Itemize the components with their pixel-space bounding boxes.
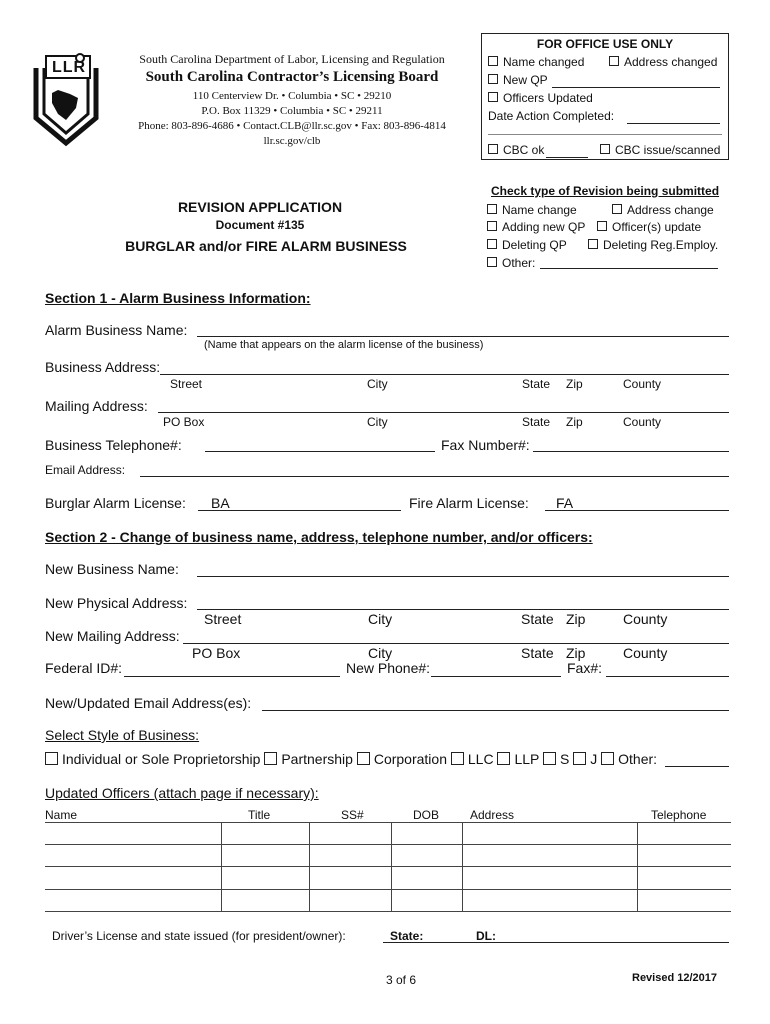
style-s[interactable] [543, 751, 569, 767]
new-physical-address-field[interactable] [197, 609, 729, 610]
checkbox-icon [573, 752, 586, 765]
rev-adding-qp-label: Adding new QP [502, 220, 586, 234]
style-j[interactable] [573, 751, 597, 767]
style-sole-prop-label: Individual or Sole Proprietorship [62, 751, 261, 767]
rev-name-change[interactable] [487, 203, 577, 217]
office-use-title: FOR OFFICE USE ONLY [536, 37, 674, 51]
rev-officers-update-label: Officer(s) update [612, 220, 702, 234]
new-physical-city: City [368, 611, 393, 627]
llr-logo [28, 48, 108, 148]
style-partnership[interactable] [264, 751, 353, 767]
style-llp-label: LLP [514, 751, 540, 767]
mailing-address-field[interactable] [158, 412, 729, 413]
col-telephone: Telephone [651, 808, 707, 822]
office-divider [488, 134, 722, 135]
col-ss: SS# [341, 808, 364, 822]
rev-deleting-reg[interactable] [588, 238, 718, 252]
office-date-line [627, 123, 720, 124]
dl-state-label: State: [390, 929, 424, 943]
checkbox-icon [451, 752, 464, 765]
document-number: Document #135 [215, 218, 305, 232]
business-telephone-field[interactable] [205, 451, 435, 452]
table-row[interactable] [45, 866, 731, 867]
mailing-address-city: City [367, 415, 388, 429]
style-other-label: Other: [618, 751, 658, 767]
style-sole-prop[interactable] [45, 751, 260, 767]
checkbox-icon [597, 221, 607, 231]
revised-date: Revised 12/2017 [632, 972, 718, 984]
new-email-field[interactable] [262, 710, 729, 711]
mailing-address-zip: Zip [566, 415, 583, 429]
revision-type-heading: Check type of Revision being submitted [491, 184, 720, 198]
title-block [120, 199, 400, 232]
address-line-2: P.O. Box 11329 • Columbia • SC • 29211 [201, 105, 383, 117]
office-officers-updated[interactable] [488, 91, 593, 105]
federal-id-field[interactable] [124, 676, 340, 677]
rev-other-label: Other: [502, 256, 536, 270]
office-cbc-ok[interactable] [488, 143, 544, 157]
style-j-label: J [590, 751, 598, 767]
drivers-license-field[interactable] [383, 942, 729, 943]
col-dob: DOB [413, 808, 440, 822]
logo-text: LLR [52, 59, 87, 76]
fire-license-field[interactable] [545, 510, 729, 511]
checkbox-icon [487, 257, 497, 267]
col-name: Name [45, 808, 78, 822]
address-line-1: 110 Centerview Dr. • Columbia • SC • 29210 [192, 90, 392, 102]
rev-officers-update[interactable] [597, 220, 701, 234]
office-officers-updated-label: Officers Updated [503, 91, 593, 105]
checkbox-icon [600, 144, 610, 154]
fax-number-field[interactable] [533, 451, 729, 452]
new-mailing-state: State [521, 645, 554, 661]
style-s-label: S [560, 751, 570, 767]
checkbox-icon [488, 144, 498, 154]
section1-heading: Section 1 - Alarm Business Information: [45, 290, 311, 306]
table-row[interactable] [45, 822, 731, 823]
new-phone-label: New Phone#: [346, 660, 431, 676]
checkbox-icon [601, 752, 614, 765]
office-cbc-line [546, 157, 588, 158]
new-mailing-zip: Zip [566, 645, 586, 661]
style-other[interactable] [601, 751, 657, 767]
rev-deleting-reg-label: Deleting Reg.Employ. [603, 238, 719, 252]
office-name-changed[interactable] [488, 55, 584, 69]
page-title: REVISION APPLICATION [177, 199, 343, 215]
new-physical-county: County [623, 611, 668, 627]
checkbox-icon [588, 239, 598, 249]
mailing-address-pobox: PO Box [163, 415, 205, 429]
checkbox-icon [487, 221, 497, 231]
burglar-license-field[interactable] [198, 510, 401, 511]
style-corporation[interactable] [357, 751, 447, 767]
checkbox-icon [497, 752, 510, 765]
business-name-label: Alarm Business Name: [45, 322, 188, 338]
new-physical-street: Street [204, 611, 242, 627]
burglar-license-prefix: BA [211, 495, 230, 511]
col-address: Address [470, 808, 515, 822]
section2-heading: Section 2 - Change of business name, address, telephone number, and/or officers: [45, 529, 593, 545]
drivers-license-label: Driver’s License and state issued (for president/owner): [52, 929, 346, 943]
rev-adding-qp[interactable] [487, 220, 585, 234]
checkbox-icon [264, 752, 277, 765]
checkbox-icon [543, 752, 556, 765]
fire-license-prefix: FA [556, 495, 574, 511]
checkbox-icon [488, 92, 498, 102]
office-name-changed-label: Name changed [503, 55, 585, 69]
table-column-divider [221, 822, 222, 912]
business-address-street: Street [170, 377, 203, 391]
office-date-label: Date Action Completed: [488, 109, 615, 123]
office-new-qp-label: New QP [503, 73, 548, 87]
checkbox-icon [45, 752, 58, 765]
new-physical-zip: Zip [566, 611, 586, 627]
office-new-qp[interactable] [488, 73, 548, 87]
new-mailing-address-label: New Mailing Address: [45, 628, 180, 644]
office-cbc-issue-label: CBC issue/scanned [615, 143, 721, 157]
federal-id-label: Federal ID#: [45, 660, 123, 676]
office-cbc-issue[interactable] [600, 143, 720, 157]
rev-deleting-qp[interactable] [487, 238, 567, 252]
office-use-box [481, 33, 729, 160]
table-row[interactable] [45, 889, 731, 890]
rev-other-line[interactable] [540, 268, 718, 269]
email-address-label: Email Address: [45, 463, 126, 477]
business-address-city: City [367, 377, 388, 391]
business-telephone-label: Business Telephone#: [45, 437, 182, 453]
business-address-county: County [623, 377, 662, 391]
new-fax-field[interactable] [606, 676, 729, 677]
business-address-zip: Zip [566, 377, 583, 391]
page-number: 3 of 6 [386, 973, 417, 987]
checkbox-icon [487, 204, 497, 214]
business-style-heading: Select Style of Business: [45, 727, 200, 743]
board-name: South Carolina Contractor’s Licensing Board [145, 69, 439, 85]
new-email-label: New/Updated Email Address(es): [45, 695, 252, 711]
officers-table [45, 822, 731, 912]
table-column-divider [462, 822, 463, 912]
style-other-field[interactable] [665, 766, 729, 767]
office-cbc-ok-label: CBC ok [503, 143, 545, 157]
office-address-changed[interactable] [609, 55, 717, 69]
dl-number-label: DL: [476, 929, 496, 943]
table-column-divider [309, 822, 310, 912]
checkbox-icon [609, 56, 619, 66]
new-business-name-label: New Business Name: [45, 561, 179, 577]
new-phone-field[interactable] [431, 676, 561, 677]
new-mailing-city: City [368, 645, 393, 661]
rev-other[interactable] [487, 256, 535, 270]
fire-license-label: Fire Alarm License: [409, 495, 529, 511]
business-name-field[interactable] [197, 336, 729, 337]
mailing-address-state: State [522, 415, 551, 429]
new-physical-state: State [521, 611, 554, 627]
business-address-state: State [522, 377, 551, 391]
checkbox-icon [488, 56, 498, 66]
office-new-qp-line [552, 87, 720, 88]
contact-line: Phone: 803-896-4686 • Contact.CLB@llr.sc.gov • Fax: 803-896-4814 [138, 120, 446, 132]
col-title: Title [248, 808, 271, 822]
new-business-name-field[interactable] [197, 576, 729, 577]
rev-name-change-label: Name change [502, 203, 577, 217]
new-mailing-county: County [623, 645, 668, 661]
style-partnership-label: Partnership [281, 751, 353, 767]
style-llc-label: LLC [467, 751, 494, 767]
page-subtitle: BURGLAR and/or FIRE ALARM BUSINESS [125, 238, 407, 254]
checkbox-icon [488, 74, 498, 84]
new-physical-address-label: New Physical Address: [45, 595, 188, 611]
new-fax-label: Fax#: [567, 660, 603, 676]
table-row[interactable] [45, 844, 731, 845]
style-llc[interactable] [451, 751, 494, 767]
table-row[interactable] [45, 911, 731, 912]
business-address-label: Business Address: [45, 359, 161, 375]
business-style-options [45, 751, 657, 767]
rev-address-change-label: Address change [627, 203, 714, 217]
style-llp[interactable] [497, 751, 539, 767]
rev-deleting-qp-label: Deleting QP [502, 238, 567, 252]
mailing-address-county: County [623, 415, 662, 429]
website-line: llr.sc.gov/clb [263, 135, 321, 147]
revision-type-block [487, 184, 735, 198]
agency-header [112, 52, 472, 147]
checkbox-icon [487, 239, 497, 249]
style-corporation-label: Corporation [373, 751, 447, 767]
new-mailing-address-field[interactable] [183, 643, 729, 644]
checkbox-icon [357, 752, 370, 765]
burglar-license-label: Burglar Alarm License: [45, 495, 186, 511]
new-mailing-pobox: PO Box [192, 645, 241, 661]
email-address-field[interactable] [140, 476, 729, 477]
table-column-divider [637, 822, 638, 912]
mailing-address-label: Mailing Address: [45, 398, 148, 414]
checkbox-icon [612, 204, 622, 214]
business-name-hint: (Name that appears on the alarm license of the business) [204, 339, 484, 351]
table-column-divider [391, 822, 392, 912]
fax-number-label: Fax Number#: [441, 437, 530, 453]
office-address-changed-label: Address changed [624, 55, 718, 69]
agency-name: South Carolina Department of Labor, Licensing and Regulation [139, 52, 445, 66]
rev-address-change[interactable] [612, 203, 714, 217]
business-address-field[interactable] [160, 374, 729, 375]
officers-heading: Updated Officers (attach page if necessary): [45, 785, 319, 801]
